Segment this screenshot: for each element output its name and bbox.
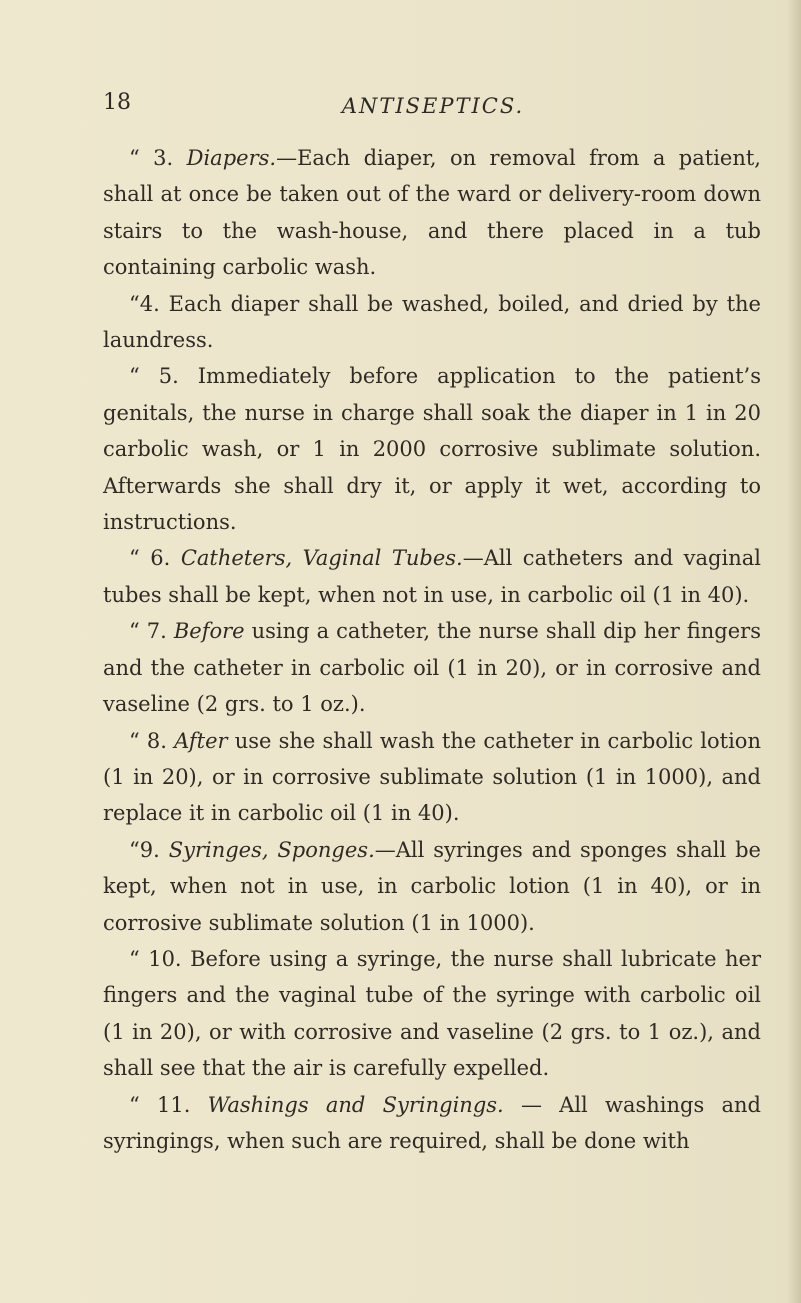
paragraph-text: —All syringes and sponges shall be kept, when not in use, in carbolic lotion (1 in 40), or in corrosive sublimate solution (1 in 1000). bbox=[103, 837, 761, 935]
paragraph-7: “ 7. Before using a catheter, the nurse shall dip her fingers and the catheter in carbolic oil (1 in 20), or in corrosive and vaseline (2 grs. to 1 oz.). bbox=[103, 619, 761, 717]
paragraph-10: “ 10. Before using a syringe, the nurse shall lubricate her fingers and the vaginal tube of the syringe with carbolic oil (1 in 20), or with corrosive and vaseline (2 grs. to 1 oz.), and shall see that the air is carefully expelled. bbox=[103, 946, 761, 1081]
page-header bbox=[103, 90, 763, 130]
paragraph-text: Before using a syringe, the nurse shall lubricate her fingers and the vaginal tube of the syringe with carbolic oil (1 in 20), or with corrosive and vaseline (2 grs. to 1 oz.), and shall see that the air is carefully expelled. bbox=[103, 946, 761, 1081]
paragraph-text: —All catheters and vaginal tubes shall be kept, when not in use, in carbolic oil (1 in 40). bbox=[103, 546, 761, 607]
page-edge-shadow bbox=[787, 0, 801, 1303]
paragraph-heading: Washings and Syringings. bbox=[207, 1092, 504, 1117]
paragraph-11: “ 11. Washings and Syringings. — All washings and syringings, when such are required, shall be done with bbox=[103, 1092, 761, 1153]
page-number: 18 bbox=[103, 90, 131, 115]
paragraph-number: 11. bbox=[156, 1092, 191, 1117]
paragraph-text: use she shall wash the catheter in carbolic lotion (1 in 20), or in corrosive sublimate solution (1 in 1000), and replace it in carbolic oil (1 in 40). bbox=[103, 728, 761, 826]
paragraph-4: “4. Each diaper shall be washed, boiled, and dried by the laundress. bbox=[103, 291, 761, 353]
paragraph-9: “9. Syringes, Sponges.—All syringes and sponges shall be kept, when not in use, in carbolic lotion (1 in 40), or in corrosive sublimate solution (1 in 1000). bbox=[103, 837, 761, 935]
paragraph-text: using a catheter, the nurse shall dip her fingers and the catheter in carbolic oil (1 in 20), or in corrosive and vaseline (2 grs. to 1 oz.). bbox=[103, 619, 761, 717]
paragraph-number: 10. bbox=[148, 946, 182, 971]
paragraph-3: “ 3. Diapers.—Each diaper, on removal from a patient, shall at once be taken out of the ward or delivery-room down stairs to the wash-house, and there placed in a tub containing carbolic wash. bbox=[103, 146, 761, 280]
paragraph-heading: Syringes, Sponges. bbox=[168, 837, 375, 862]
paragraph-heading: After bbox=[174, 728, 228, 753]
paragraph-6: “ 6. Catheters, Vaginal Tubes.—All catheters and vaginal tubes shall be kept, when not in use, in carbolic oil (1 in 40). bbox=[103, 546, 761, 607]
paragraph-text: —Each diaper, on removal from a patient, shall at once be taken out of the ward or delivery-room down stairs to the wash-house, and there placed in a tub containing carbolic wash. bbox=[103, 146, 761, 280]
paragraph-heading: Diapers. bbox=[186, 146, 277, 170]
paragraph-number: 3. bbox=[153, 146, 174, 170]
paragraph-text: — All washings and syringings, when such are required, shall be done with bbox=[103, 1092, 761, 1153]
paragraph-8: “ 8. After use she shall wash the catheter in carbolic lotion (1 in 20), or in corrosive sublimate solution (1 in 1000), and replace it in carbolic oil (1 in 40). bbox=[103, 728, 761, 826]
paragraph-text: Each diaper shall be washed, boiled, and dried by the laundress. bbox=[103, 291, 761, 353]
paragraph-number: 4. bbox=[139, 291, 160, 316]
paragraph-number: 8. bbox=[146, 728, 167, 753]
paragraph-text: Immediately before application to the patient’s genitals, the nurse in charge shall soak the diaper in 1 in 20 carbolic wash, or 1 in 2000 corrosive sublimate solution. Afterwards she shall dry it, or apply it wet, according to instructions. bbox=[103, 364, 761, 535]
paragraph-number: 9. bbox=[139, 837, 160, 862]
paragraph-heading: Before bbox=[173, 619, 245, 644]
paragraph-5: “ 5. Immediately before application to the patient’s genitals, the nurse in charge shall soak the diaper in 1 in 20 carbolic wash, or 1 in 2000 corrosive sublimate solution. Afterwards she shall dry it, or apply it wet, according to instructions. bbox=[103, 364, 761, 535]
running-title: ANTISEPTICS. bbox=[341, 94, 525, 118]
paragraph-heading: Catheters, Vaginal Tubes. bbox=[180, 546, 463, 571]
paragraph-number: 6. bbox=[150, 546, 171, 571]
paragraph-number: 5. bbox=[158, 364, 179, 389]
body-text bbox=[103, 140, 761, 1159]
paragraph-number: 7. bbox=[146, 619, 167, 644]
